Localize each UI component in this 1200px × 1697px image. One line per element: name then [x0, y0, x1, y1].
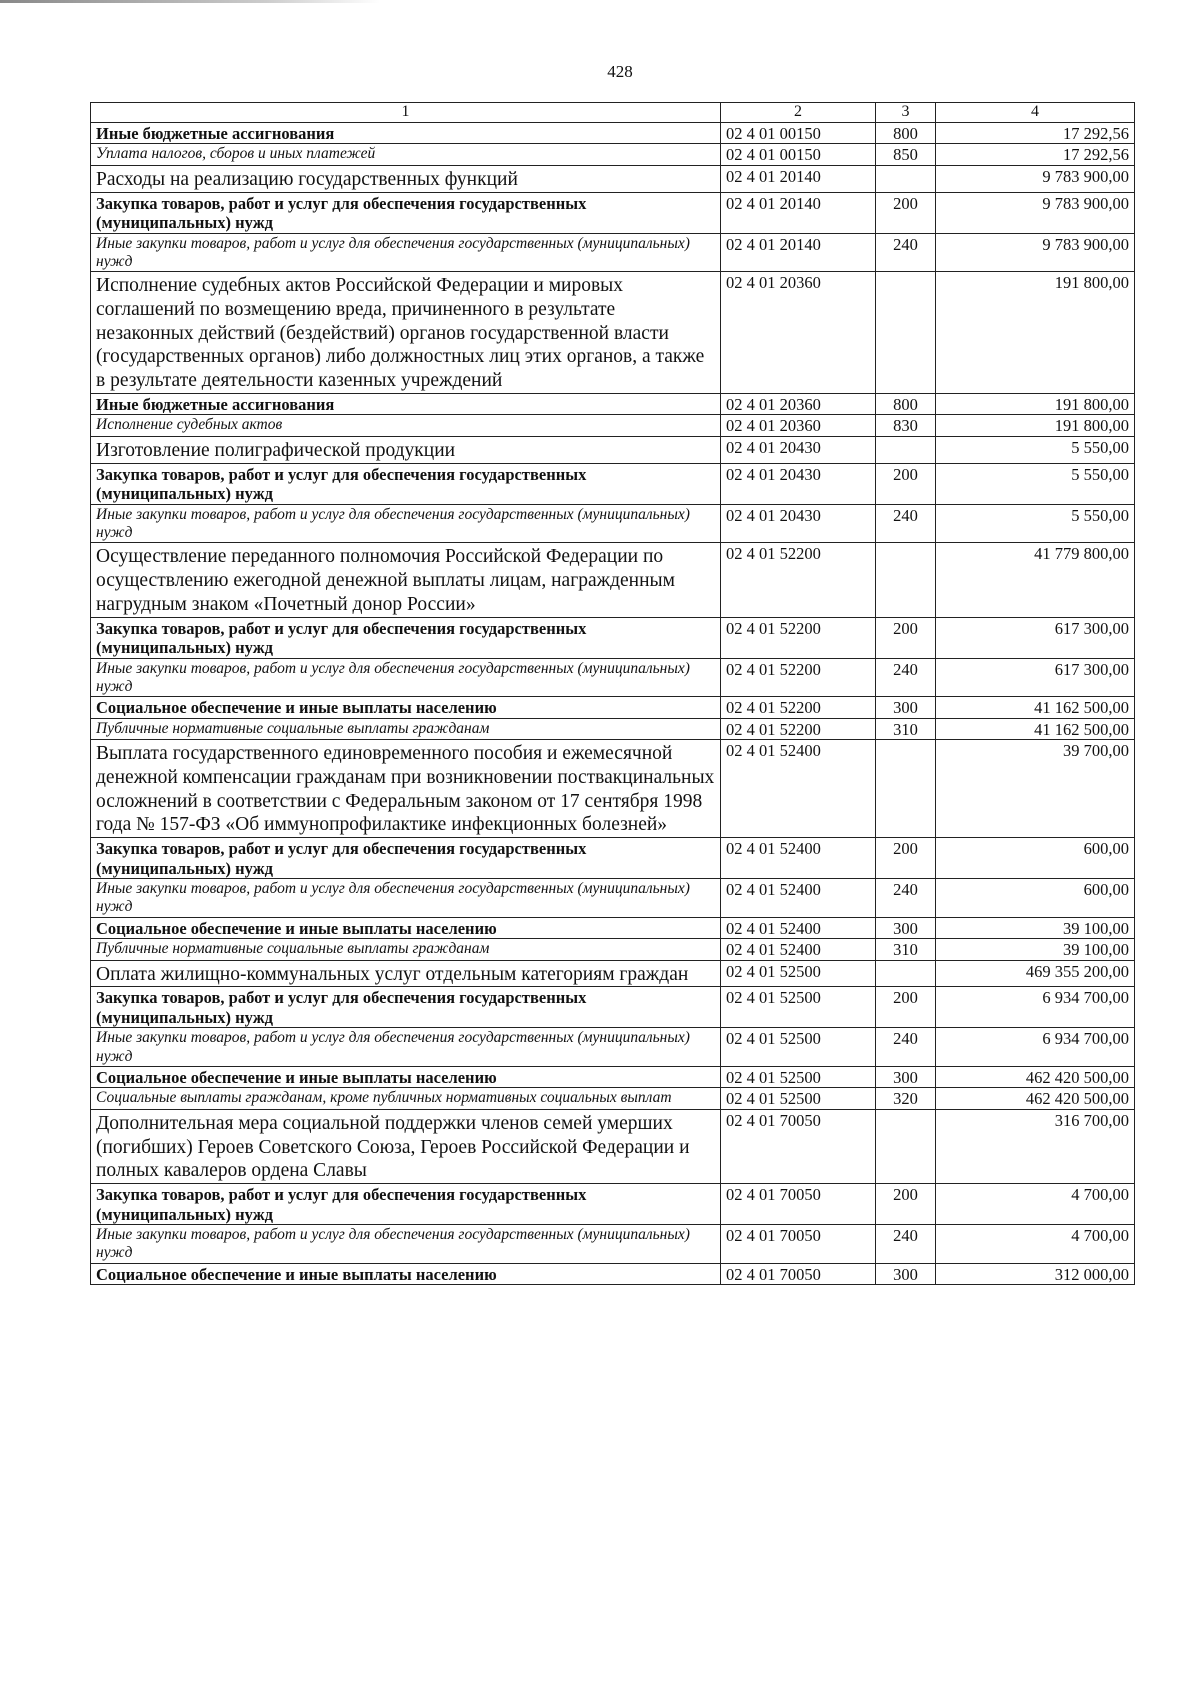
row-name-cell: Публичные нормативные социальные выплаты гражданам: [91, 939, 721, 960]
row-vr-cell: 240: [876, 233, 936, 272]
table-row: [91, 740, 1135, 838]
row-name-cell: Иные закупки товаров, работ и услуг для обеспечения государственных (муниципальных) нужд: [91, 1028, 721, 1067]
row-name-cell: Публичные нормативные социальные выплаты гражданам: [91, 718, 721, 739]
row-name-cell: Социальное обеспечение и иные выплаты населению: [91, 917, 721, 938]
row-name-cell: Закупка товаров, работ и услуг для обеспечения государственных (муниципальных) нужд: [91, 617, 721, 658]
table-header-row: [91, 103, 1135, 123]
row-amount-cell: 462 420 500,00: [936, 1088, 1135, 1109]
row-code-cell: 02 4 01 20430: [721, 504, 876, 543]
row-code-cell: 02 4 01 20360: [721, 394, 876, 415]
row-amount-cell: 5 550,00: [936, 463, 1135, 504]
row-name-cell: Закупка товаров, работ и услуг для обеспечения государственных (муниципальных) нужд: [91, 463, 721, 504]
table-row: [91, 233, 1135, 272]
row-vr-cell: 200: [876, 192, 936, 233]
row-code-cell: 02 4 01 52500: [721, 1088, 876, 1109]
row-name-cell: Социальное обеспечение и иные выплаты населению: [91, 1066, 721, 1087]
row-name-cell: Социальное обеспечение и иные выплаты населению: [91, 1263, 721, 1284]
row-name-cell: Исполнение судебных актов Российской Федерации и мировых соглашений по возмещению вреда, причиненного в результате незаконных действий (бездействий) органов государственной власти (государственных органов) либо должностных лиц этих органов, а также в результате деятельности казенных учреждений: [91, 272, 721, 394]
row-code-cell: 02 4 01 52500: [721, 960, 876, 987]
row-name-cell: Иные закупки товаров, работ и услуг для обеспечения государственных (муниципальных) нужд: [91, 879, 721, 918]
table-row: [91, 1088, 1135, 1109]
table-row: [91, 144, 1135, 165]
row-code-cell: 02 4 01 52500: [721, 1028, 876, 1067]
row-code-cell: 02 4 01 70050: [721, 1225, 876, 1264]
row-name-cell: Социальное обеспечение и иные выплаты населению: [91, 697, 721, 718]
row-vr-cell: 240: [876, 1225, 936, 1264]
row-vr-cell: 200: [876, 1184, 936, 1225]
row-name-cell: Выплата государственного единовременного пособия и ежемесячной денежной компенсации гражданам при возникновении поствакцинальных осложнений в соответствии с Федеральным законом от 17 сентября 1998 года № 157-ФЗ «Об иммунопрофилактике инфекционных болезней»: [91, 740, 721, 838]
table-row: [91, 718, 1135, 739]
row-code-cell: 02 4 01 20140: [721, 192, 876, 233]
row-name-cell: Закупка товаров, работ и услуг для обеспечения государственных (муниципальных) нужд: [91, 838, 721, 879]
row-amount-cell: 41 162 500,00: [936, 718, 1135, 739]
row-name-cell: Исполнение судебных актов: [91, 415, 721, 436]
row-vr-cell: 310: [876, 718, 936, 739]
row-amount-cell: 600,00: [936, 879, 1135, 918]
row-vr-cell: 320: [876, 1088, 936, 1109]
table-row: [91, 415, 1135, 436]
budget-table: [90, 102, 1135, 1285]
row-code-cell: 02 4 01 00150: [721, 144, 876, 165]
row-name-cell: Иные закупки товаров, работ и услуг для обеспечения государственных (муниципальных) нужд: [91, 658, 721, 697]
row-amount-cell: 6 934 700,00: [936, 1028, 1135, 1067]
row-name-cell: Иные закупки товаров, работ и услуг для обеспечения государственных (муниципальных) нужд: [91, 504, 721, 543]
row-vr-cell: 240: [876, 879, 936, 918]
table-row: [91, 838, 1135, 879]
row-amount-cell: 600,00: [936, 838, 1135, 879]
row-vr-cell: 300: [876, 917, 936, 938]
table-row: [91, 960, 1135, 987]
row-name-cell: Иные бюджетные ассигнования: [91, 122, 721, 143]
row-name-cell: Осуществление переданного полномочия Российской Федерации по осуществлению ежегодной денежной выплаты лицам, награжденным нагрудным знаком «Почетный донор России»: [91, 543, 721, 617]
table-row: [91, 1109, 1135, 1183]
table-row: [91, 939, 1135, 960]
row-vr-cell: [876, 960, 936, 987]
table-row: [91, 617, 1135, 658]
row-amount-cell: 312 000,00: [936, 1263, 1135, 1284]
row-name-cell: Иные закупки товаров, работ и услуг для обеспечения государственных (муниципальных) нужд: [91, 1225, 721, 1264]
scan-edge-artifact: [0, 0, 380, 3]
table-row: [91, 987, 1135, 1028]
table-row: [91, 917, 1135, 938]
row-code-cell: 02 4 01 20360: [721, 272, 876, 394]
row-amount-cell: 39 700,00: [936, 740, 1135, 838]
table-row: [91, 1225, 1135, 1264]
row-code-cell: 02 4 01 52200: [721, 718, 876, 739]
row-vr-cell: 300: [876, 1066, 936, 1087]
row-amount-cell: 316 700,00: [936, 1109, 1135, 1183]
row-amount-cell: 9 783 900,00: [936, 192, 1135, 233]
table-body: [91, 122, 1135, 1284]
row-code-cell: 02 4 01 20140: [721, 233, 876, 272]
row-vr-cell: 300: [876, 697, 936, 718]
row-vr-cell: 240: [876, 1028, 936, 1067]
table-row: [91, 1263, 1135, 1284]
table-row: [91, 1066, 1135, 1087]
row-vr-cell: 850: [876, 144, 936, 165]
row-vr-cell: [876, 165, 936, 192]
row-vr-cell: 800: [876, 122, 936, 143]
row-amount-cell: 41 162 500,00: [936, 697, 1135, 718]
row-amount-cell: 191 800,00: [936, 272, 1135, 394]
row-name-cell: Дополнительная мера социальной поддержки членов семей умерших (погибших) Героев Советского Союза, Героев Российской Федерации и полных кавалеров ордена Славы: [91, 1109, 721, 1183]
row-code-cell: 02 4 01 70050: [721, 1109, 876, 1183]
row-code-cell: 02 4 01 52200: [721, 658, 876, 697]
row-vr-cell: 830: [876, 415, 936, 436]
table-row: [91, 1028, 1135, 1067]
row-vr-cell: [876, 272, 936, 394]
row-vr-cell: 200: [876, 987, 936, 1028]
row-amount-cell: 462 420 500,00: [936, 1066, 1135, 1087]
row-vr-cell: 200: [876, 617, 936, 658]
row-code-cell: 02 4 01 00150: [721, 122, 876, 143]
row-amount-cell: 17 292,56: [936, 144, 1135, 165]
header-cell-2: 2: [721, 103, 876, 123]
row-code-cell: 02 4 01 52400: [721, 879, 876, 918]
table-row: [91, 658, 1135, 697]
row-name-cell: Закупка товаров, работ и услуг для обеспечения государственных (муниципальных) нужд: [91, 192, 721, 233]
table-row: [91, 436, 1135, 463]
row-code-cell: 02 4 01 52200: [721, 543, 876, 617]
row-amount-cell: 5 550,00: [936, 436, 1135, 463]
row-amount-cell: 5 550,00: [936, 504, 1135, 543]
row-vr-cell: [876, 436, 936, 463]
row-vr-cell: [876, 543, 936, 617]
row-code-cell: 02 4 01 70050: [721, 1263, 876, 1284]
row-name-cell: Расходы на реализацию государственных функций: [91, 165, 721, 192]
row-name-cell: Закупка товаров, работ и услуг для обеспечения государственных (муниципальных) нужд: [91, 1184, 721, 1225]
row-amount-cell: 39 100,00: [936, 939, 1135, 960]
row-amount-cell: 617 300,00: [936, 658, 1135, 697]
row-name-cell: Закупка товаров, работ и услуг для обеспечения государственных (муниципальных) нужд: [91, 987, 721, 1028]
row-amount-cell: 191 800,00: [936, 415, 1135, 436]
row-code-cell: 02 4 01 70050: [721, 1184, 876, 1225]
row-amount-cell: 9 783 900,00: [936, 165, 1135, 192]
row-vr-cell: 200: [876, 838, 936, 879]
table-row: [91, 879, 1135, 918]
row-code-cell: 02 4 01 52400: [721, 939, 876, 960]
row-name-cell: Социальные выплаты гражданам, кроме публичных нормативных социальных выплат: [91, 1088, 721, 1109]
row-vr-cell: 240: [876, 504, 936, 543]
row-code-cell: 02 4 01 52500: [721, 1066, 876, 1087]
row-code-cell: 02 4 01 52200: [721, 697, 876, 718]
row-amount-cell: 17 292,56: [936, 122, 1135, 143]
table-row: [91, 272, 1135, 394]
row-code-cell: 02 4 01 52400: [721, 838, 876, 879]
row-code-cell: 02 4 01 20430: [721, 463, 876, 504]
row-name-cell: Оплата жилищно-коммунальных услуг отдельным категориям граждан: [91, 960, 721, 987]
table-row: [91, 192, 1135, 233]
row-vr-cell: 310: [876, 939, 936, 960]
table-row: [91, 463, 1135, 504]
table-row: [91, 165, 1135, 192]
row-code-cell: 02 4 01 52400: [721, 917, 876, 938]
page-number: 428: [607, 62, 633, 81]
row-amount-cell: 9 783 900,00: [936, 233, 1135, 272]
row-amount-cell: 617 300,00: [936, 617, 1135, 658]
row-code-cell: 02 4 01 52200: [721, 617, 876, 658]
row-code-cell: 02 4 01 52400: [721, 740, 876, 838]
row-code-cell: 02 4 01 20360: [721, 415, 876, 436]
row-vr-cell: [876, 1109, 936, 1183]
row-amount-cell: 39 100,00: [936, 917, 1135, 938]
row-amount-cell: 4 700,00: [936, 1225, 1135, 1264]
row-amount-cell: 4 700,00: [936, 1184, 1135, 1225]
table-row: [91, 394, 1135, 415]
row-name-cell: Иные бюджетные ассигнования: [91, 394, 721, 415]
header-cell-1: 1: [91, 103, 721, 123]
row-vr-cell: [876, 740, 936, 838]
row-code-cell: 02 4 01 20140: [721, 165, 876, 192]
table-row: [91, 543, 1135, 617]
row-name-cell: Уплата налогов, сборов и иных платежей: [91, 144, 721, 165]
row-amount-cell: 191 800,00: [936, 394, 1135, 415]
row-amount-cell: 469 355 200,00: [936, 960, 1135, 987]
table-row: [91, 122, 1135, 143]
row-vr-cell: 200: [876, 463, 936, 504]
row-name-cell: Изготовление полиграфической продукции: [91, 436, 721, 463]
table-row: [91, 1184, 1135, 1225]
row-name-cell: Иные закупки товаров, работ и услуг для обеспечения государственных (муниципальных) нужд: [91, 233, 721, 272]
row-amount-cell: 6 934 700,00: [936, 987, 1135, 1028]
table-row: [91, 697, 1135, 718]
row-amount-cell: 41 779 800,00: [936, 543, 1135, 617]
table-row: [91, 504, 1135, 543]
row-vr-cell: 800: [876, 394, 936, 415]
header-cell-3: 3: [876, 103, 936, 123]
row-code-cell: 02 4 01 52500: [721, 987, 876, 1028]
row-code-cell: 02 4 01 20430: [721, 436, 876, 463]
header-cell-4: 4: [936, 103, 1135, 123]
row-vr-cell: 300: [876, 1263, 936, 1284]
row-vr-cell: 240: [876, 658, 936, 697]
